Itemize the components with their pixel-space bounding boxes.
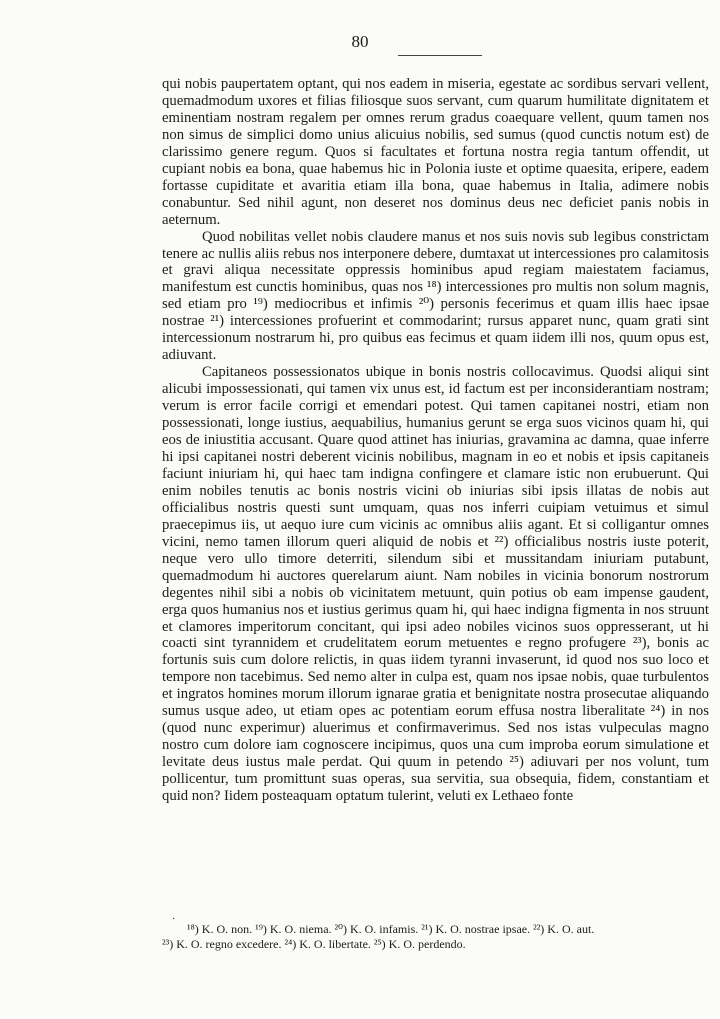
footnotes <box>162 922 709 952</box>
body-text <box>162 76 709 805</box>
footnote-mark: · <box>172 914 176 925</box>
footnote-line: ²³) K. O. regno excedere. ²⁴) K. O. libertate. ²⁵) K. O. perdendo. <box>162 937 466 951</box>
paragraph: Quod nobilitas vellet nobis claudere manus et nos suis novis sub legibus constrictam tenere ac nullis aliis rebus nos interponere debere, dumtaxat ut intercessiones pro calamitosis et gravi aliqua necessitate oppressis hominibus apud regiam maiestatem faciamus, manifestum est cunctis hominibus, quas nos ¹⁸) intercessiones pro multis non solum magnis, sed etiam pro ¹⁹) mediocribus et infimis ²⁰) personis fecerimus et quam illis haec ipsae nostrae ²¹) intercessiones profuerint et commodarint; rursus apparet nunc, quam grati sint intercessionum nostrarum hi, pro quibus eas fecimus et quam iidem illi nos, quum opus est, adiuvant. <box>162 228 709 364</box>
paragraph: qui nobis paupertatem optant, qui nos eadem in miseria, egestate ac sordibus servari vellent, quemadmodum uxores et filias filiosque suos servant, cum quarum humilitate dignitatem et eminentiam nostram regalem per omnes rerum gradus coaequare vellent, quum tamen nos non simus de simplici domo unius alicuius nobilis, sed sumus (quod cunctis notum est) de clarissimo genere regum. Quos si facultates et fortuna nostra regia tantum offendit, ut cupiant nobis ea bona, quae habemus hic in Polonia iuste et optime quaesita, eripere, eadem fortasse cupiditate et avaritia etiam illa bona, quae habemus in Italia, adimere nobis conabuntur. Sed nihil agunt, non deseret nos dominus deus nec deficiet panis nobis in aeternum. <box>162 76 709 228</box>
page-number: 80 <box>351 32 369 51</box>
paragraph: Capitaneos possessionatos ubique in bonis nostris collocavimus. Quodsi aliqui sint alicubi impossessionati, qui tamen vix unus est, id factum est per inconsiderantiam nostram; verum is error facile corrigi et emendari potest. Qui tamen capitanei nostri, etiam non possessionati, longe iustius, aequabilius, humanius gerunt se erga suos vicinos quam hi, qui eos de iniustitia accusant. Quare quod attinet has iniurias, gravamina ac damna, quae inferre hi ipsi capitanei nostri deberent vicinis nobilibus, magnam in eo et nobis et ipsis capitaneis faciunt iniuriam hi, qui haec tam indigna confingere et clamare istic non erubuerunt. Qui enim nobiles tenutis ac bonis nostris vicini ob iniurias sibi ipsis illatas de nobis aut officialibus nostris questi sunt umquam, quas nos inferri cuipiam vetuimus et simul praecepimus iis, ut aequo iure cum vicinis ac omnibus aliis agant. Et si colligantur omnes vicini, nemo tamen illorum queri aliquid de nobis et ²²) officialibus nostris iuste poterit, neque vero ullo timore deterriti, silendum sibi et mussitandam iniuriam putabunt, quemadmodum hi auctores querelarum aiunt. Nam nobiles in vicinia bonorum nostrorum degentes nihil sibi a nobis ob vicinitatem metuunt, quin potius ob eam impense gaudent, erga quos humanius nos et iustius gerimus quam hi, qui haec indigna figmenta in nos struunt et clamores imperitorum concitant, qui ipsi adeo nobiles vicinos suos oppresserant, ut hi coacti sint tyrannidem et crudelitatem eorum metuentes e regno profugere ²³), bonis ac fortunis suis cum dolore relictis, in quas iidem tyranni invaserunt, id quod nos suo loco et tempore non tacebimus. Sed nemo alter in culpa est, quam nos ipsae nobis, quae turbulentos et ingratos homines morum illorum ignarae gratia et benignitate nostra prosecutae aliquando sumus usque adeo, ut etiam opes ac potentiam eorum effusa nostra liberalitate ²⁴) in nos (quod nunc experimur) aluerimus et confirmaverimus. Sed nos istas vulpeculas magno nostro cum dolore iam cognoscere incipimus, quos una cum improba eorum simulatione et levitate deus iustus male perdat. Qui quum in petendo ²⁵) adiuvari per nos volunt, tum pollicentur, tum promittunt suas operas, sua servitia, sua obsequia, fidem, constantiam et quid non? Iidem posteaquam optatum tulerint, veluti ex Lethaeo fonte <box>162 364 709 805</box>
header-rule <box>398 55 482 56</box>
footnote-line: ¹⁸) K. O. non. ¹⁹) K. O. niema. ²⁰) K. O. infamis. ²¹) K. O. nostrae ipsae. ²²) K. O. aut. <box>187 922 595 936</box>
